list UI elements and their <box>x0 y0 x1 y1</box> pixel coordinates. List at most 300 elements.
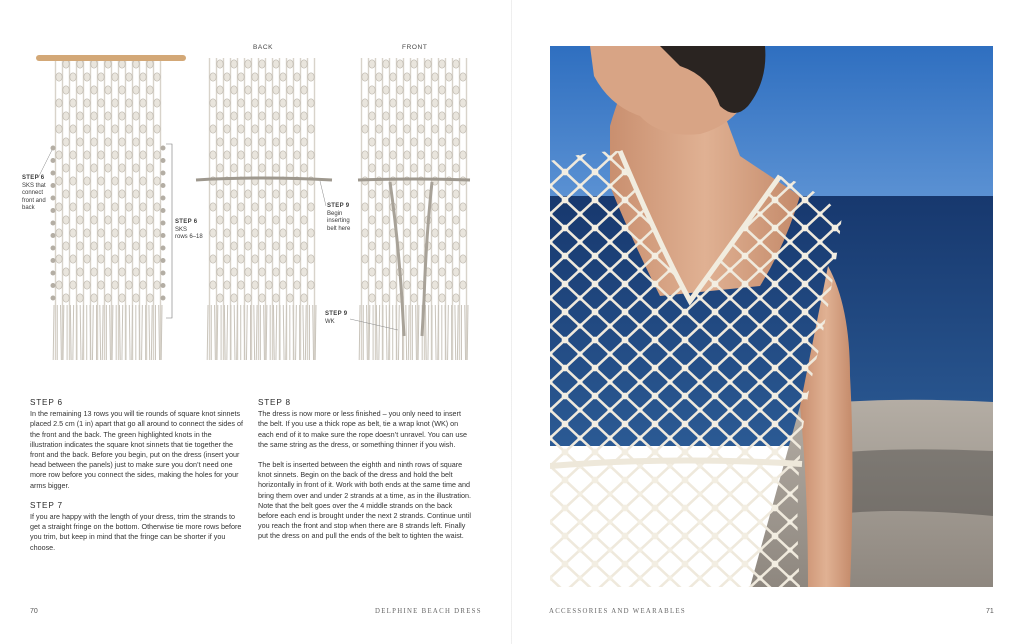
callout-line: connect <box>22 190 44 196</box>
leader-line <box>320 181 326 206</box>
fringe-strand <box>273 305 274 360</box>
square-knot <box>259 242 265 250</box>
fringe-strand <box>224 305 225 360</box>
square-knot <box>224 255 230 263</box>
square-knot <box>390 281 396 289</box>
fringe-strand <box>408 305 409 360</box>
step-7-text: If you are happy with the length of your dress, trim the strands to get a straight fringe on the bottom. Otherwise tie more rows before you trim, but keep in mind that the fringe can be shorter if you choose. <box>30 512 242 552</box>
fringe-strand <box>129 305 130 360</box>
square-knot <box>63 60 69 68</box>
square-knot <box>308 73 314 81</box>
square-knot <box>432 255 438 263</box>
fringe-strand <box>305 305 306 360</box>
side-knot-right <box>161 233 166 238</box>
square-knot <box>252 73 258 81</box>
square-knot <box>112 229 118 237</box>
square-knot <box>126 177 132 185</box>
square-knot <box>126 99 132 107</box>
square-knot <box>273 138 279 146</box>
callout-title: STEP 9 <box>327 203 350 209</box>
square-knot <box>245 86 251 94</box>
square-knot <box>301 138 307 146</box>
fringe-strand <box>435 305 436 360</box>
square-knot <box>376 229 382 237</box>
square-knot <box>210 125 216 133</box>
fringe-strand <box>92 305 93 360</box>
callout-line: rows 6–18 <box>175 234 203 240</box>
square-knot <box>112 151 118 159</box>
square-knot <box>383 60 389 68</box>
square-knot <box>77 242 83 250</box>
callout-sks-rows <box>175 219 215 242</box>
square-knot <box>369 268 375 276</box>
square-knot <box>84 151 90 159</box>
square-knot <box>460 73 466 81</box>
square-knot <box>369 164 375 172</box>
square-knot <box>294 203 300 211</box>
side-knot-left <box>51 233 56 238</box>
square-knot <box>217 60 223 68</box>
square-knot <box>425 294 431 302</box>
square-knot <box>231 138 237 146</box>
square-knot <box>308 203 314 211</box>
square-knot <box>301 60 307 68</box>
square-knot <box>84 229 90 237</box>
square-knot <box>63 268 69 276</box>
square-knot <box>84 203 90 211</box>
square-knot <box>91 138 97 146</box>
fringe-strand <box>149 305 150 360</box>
square-knot <box>390 99 396 107</box>
square-knot <box>245 60 251 68</box>
fringe-strand <box>296 305 297 360</box>
callout-line: WK <box>325 318 335 325</box>
square-knot <box>112 125 118 133</box>
square-knot <box>154 281 160 289</box>
text-column-left <box>30 398 244 563</box>
square-knot <box>119 242 125 250</box>
square-knot <box>105 60 111 68</box>
label-front: FRONT <box>402 44 428 51</box>
square-knot <box>63 294 69 302</box>
square-knot <box>301 216 307 224</box>
square-knot <box>439 138 445 146</box>
square-knot <box>404 99 410 107</box>
square-knot <box>238 99 244 107</box>
fringe-strand <box>418 305 419 360</box>
square-knot <box>460 203 466 211</box>
square-knot <box>294 99 300 107</box>
fringe-strand <box>53 305 54 360</box>
square-knot <box>147 190 153 198</box>
square-knot <box>287 86 293 94</box>
square-knot <box>224 99 230 107</box>
square-knot <box>252 255 258 263</box>
panel-diagrams <box>20 38 500 368</box>
square-knot <box>273 164 279 172</box>
square-knot <box>453 86 459 94</box>
square-knot <box>418 203 424 211</box>
square-knot <box>133 60 139 68</box>
square-knot <box>369 138 375 146</box>
callout-wk <box>325 311 365 326</box>
square-knot <box>362 281 368 289</box>
square-knot <box>126 125 132 133</box>
fringe-strand <box>315 305 316 360</box>
square-knot <box>308 99 314 107</box>
callout-line: belt here <box>327 225 351 232</box>
square-knot <box>308 281 314 289</box>
square-knot <box>140 73 146 81</box>
fringe-strand <box>313 305 314 360</box>
square-knot <box>245 242 251 250</box>
square-knot <box>301 242 307 250</box>
square-knot <box>77 60 83 68</box>
square-knot <box>383 268 389 276</box>
square-knot <box>287 190 293 198</box>
square-knot <box>70 73 76 81</box>
fringe-strand <box>161 305 162 360</box>
square-knot <box>383 294 389 302</box>
fringe-strand <box>70 305 71 360</box>
square-knot <box>70 281 76 289</box>
square-knot <box>411 86 417 94</box>
square-knot <box>439 242 445 250</box>
square-knot <box>397 86 403 94</box>
square-knot <box>70 203 76 211</box>
square-knot <box>224 229 230 237</box>
square-knot <box>231 242 237 250</box>
square-knot <box>369 242 375 250</box>
square-knot <box>259 112 265 120</box>
callout-line: SKS that <box>22 182 46 189</box>
fringe-strand <box>159 305 160 360</box>
square-knot <box>154 255 160 263</box>
page-number-left: 70 <box>30 608 38 615</box>
square-knot <box>266 203 272 211</box>
square-knot <box>411 216 417 224</box>
square-knot <box>105 294 111 302</box>
square-knot <box>252 203 258 211</box>
square-knot <box>217 242 223 250</box>
square-knot <box>91 86 97 94</box>
square-knot <box>91 190 97 198</box>
square-knot <box>404 281 410 289</box>
side-knot-left <box>51 221 56 226</box>
square-knot <box>217 268 223 276</box>
square-knot <box>369 60 375 68</box>
fringe-strand <box>61 305 62 360</box>
square-knot <box>231 60 237 68</box>
square-knot <box>376 73 382 81</box>
wooden-dowel <box>36 55 186 61</box>
side-knot-left <box>51 296 56 301</box>
square-knot <box>266 99 272 107</box>
fringe-strand <box>266 305 267 360</box>
square-knot <box>231 112 237 120</box>
square-knot <box>411 190 417 198</box>
square-knot <box>273 242 279 250</box>
square-knot <box>217 112 223 120</box>
square-knot <box>397 216 403 224</box>
fringe-strand <box>207 305 208 360</box>
square-knot <box>418 229 424 237</box>
square-knot <box>446 203 452 211</box>
square-knot <box>383 112 389 120</box>
square-knot <box>133 268 139 276</box>
square-knot <box>390 151 396 159</box>
square-knot <box>56 255 62 263</box>
side-knot-right <box>161 171 166 176</box>
square-knot <box>154 125 160 133</box>
square-knot <box>397 138 403 146</box>
fringe-strand <box>119 305 120 360</box>
step-6-heading: STEP 6 <box>30 398 63 407</box>
fringe-strand <box>215 305 216 360</box>
square-knot <box>147 60 153 68</box>
square-knot <box>140 151 146 159</box>
square-knot <box>217 294 223 302</box>
side-knot-left <box>51 283 56 288</box>
square-knot <box>446 73 452 81</box>
page-number-right: 71 <box>986 608 994 615</box>
square-knot <box>376 125 382 133</box>
square-knot <box>119 268 125 276</box>
square-knot <box>425 164 431 172</box>
square-knot <box>280 203 286 211</box>
square-knot <box>133 164 139 172</box>
square-knot <box>446 229 452 237</box>
square-knot <box>280 99 286 107</box>
square-knot <box>245 268 251 276</box>
square-knot <box>105 164 111 172</box>
square-knot <box>91 294 97 302</box>
square-knot <box>217 216 223 224</box>
square-knot <box>56 125 62 133</box>
square-knot <box>273 294 279 302</box>
square-knot <box>362 73 368 81</box>
square-knot <box>301 190 307 198</box>
fringe-strand <box>367 305 368 360</box>
square-knot <box>91 242 97 250</box>
running-head-left: DELPHINE BEACH DRESS <box>375 608 482 615</box>
square-knot <box>238 151 244 159</box>
side-knot-left <box>51 158 56 163</box>
fringe-strand <box>448 305 449 360</box>
square-knot <box>245 112 251 120</box>
square-knot <box>70 229 76 237</box>
square-knot <box>84 281 90 289</box>
square-knot <box>119 190 125 198</box>
square-knot <box>446 99 452 107</box>
square-knot <box>390 255 396 263</box>
square-knot <box>56 151 62 159</box>
square-knot <box>411 242 417 250</box>
square-knot <box>362 125 368 133</box>
square-knot <box>154 203 160 211</box>
square-knot <box>273 268 279 276</box>
fringe-strand <box>398 305 399 360</box>
fringe-strand <box>256 305 257 360</box>
side-knot-right <box>161 196 166 201</box>
square-knot <box>119 112 125 120</box>
side-knot-right <box>161 283 166 288</box>
square-knot <box>154 99 160 107</box>
square-knot <box>376 99 382 107</box>
square-knot <box>133 294 139 302</box>
square-knot <box>245 190 251 198</box>
square-knot <box>446 255 452 263</box>
square-knot <box>308 125 314 133</box>
square-knot <box>70 99 76 107</box>
square-knot <box>376 255 382 263</box>
square-knot <box>210 203 216 211</box>
side-knot-left <box>51 271 56 276</box>
square-knot <box>63 216 69 224</box>
square-knot <box>119 216 125 224</box>
fringe-strand <box>254 305 255 360</box>
square-knot <box>105 86 111 94</box>
square-knot <box>238 125 244 133</box>
square-knot <box>112 255 118 263</box>
square-knot <box>425 86 431 94</box>
square-knot <box>397 112 403 120</box>
square-knot <box>301 112 307 120</box>
square-knot <box>383 242 389 250</box>
square-knot <box>238 281 244 289</box>
square-knot <box>294 125 300 133</box>
square-knot <box>259 268 265 276</box>
square-knot <box>126 255 132 263</box>
square-knot <box>273 60 279 68</box>
square-knot <box>266 73 272 81</box>
macrame-illustration <box>20 38 500 368</box>
square-knot <box>383 216 389 224</box>
square-knot <box>369 112 375 120</box>
square-knot <box>418 99 424 107</box>
square-knot <box>126 203 132 211</box>
square-knot <box>294 255 300 263</box>
callout-title: STEP 6 <box>175 219 198 225</box>
square-knot <box>362 151 368 159</box>
square-knot <box>91 60 97 68</box>
square-knot <box>418 255 424 263</box>
square-knot <box>140 229 146 237</box>
square-knot <box>98 255 104 263</box>
square-knot <box>259 86 265 94</box>
square-knot <box>133 242 139 250</box>
square-knot <box>376 151 382 159</box>
square-knot <box>133 190 139 198</box>
square-knot <box>404 125 410 133</box>
label-back: BACK <box>253 44 274 51</box>
square-knot <box>245 294 251 302</box>
square-knot <box>119 138 125 146</box>
fringe-strand <box>100 305 101 360</box>
side-knot-right <box>161 221 166 226</box>
square-knot <box>56 281 62 289</box>
square-knot <box>133 86 139 94</box>
fringe-strand <box>386 305 387 360</box>
square-knot <box>446 281 452 289</box>
square-knot <box>432 203 438 211</box>
square-knot <box>98 281 104 289</box>
square-knot <box>439 190 445 198</box>
square-knot <box>126 229 132 237</box>
step-7-heading: STEP 7 <box>30 500 63 510</box>
square-knot <box>432 125 438 133</box>
square-knot <box>287 138 293 146</box>
square-knot <box>252 125 258 133</box>
square-knot <box>383 190 389 198</box>
square-knot <box>63 112 69 120</box>
square-knot <box>238 229 244 237</box>
fringe-strand <box>80 305 81 360</box>
square-knot <box>126 151 132 159</box>
square-knot <box>91 216 97 224</box>
side-knot-left <box>51 246 56 251</box>
callout-title: STEP 9 <box>325 311 348 317</box>
square-knot <box>147 138 153 146</box>
square-knot <box>245 138 251 146</box>
square-knot <box>224 151 230 159</box>
square-knot <box>147 112 153 120</box>
square-knot <box>77 138 83 146</box>
square-knot <box>301 294 307 302</box>
square-knot <box>91 112 97 120</box>
square-knot <box>70 255 76 263</box>
square-knot <box>369 294 375 302</box>
fringe-strand <box>112 305 113 360</box>
square-knot <box>112 203 118 211</box>
square-knot <box>301 86 307 94</box>
square-knot <box>63 242 69 250</box>
square-knot <box>77 112 83 120</box>
square-knot <box>287 60 293 68</box>
square-knot <box>308 229 314 237</box>
square-knot <box>238 203 244 211</box>
fringe-strand <box>303 305 304 360</box>
fringe-strand <box>122 305 123 360</box>
square-knot <box>98 151 104 159</box>
square-knot <box>439 164 445 172</box>
square-knot <box>460 281 466 289</box>
square-knot <box>63 138 69 146</box>
fringe-strand <box>379 305 380 360</box>
square-knot <box>224 125 230 133</box>
square-knot <box>432 229 438 237</box>
square-knot <box>245 216 251 224</box>
square-knot <box>119 86 125 94</box>
fringe-strand <box>142 305 143 360</box>
square-knot <box>140 203 146 211</box>
fringe-strand <box>467 305 468 360</box>
square-knot <box>369 86 375 94</box>
square-knot <box>98 229 104 237</box>
square-knot <box>77 216 83 224</box>
square-knot <box>147 294 153 302</box>
square-knot <box>259 138 265 146</box>
square-knot <box>231 86 237 94</box>
square-knot <box>287 112 293 120</box>
square-knot <box>439 60 445 68</box>
belt-back <box>196 178 332 180</box>
fringe-strand <box>416 305 417 360</box>
square-knot <box>266 255 272 263</box>
square-knot <box>63 86 69 94</box>
square-knot <box>301 164 307 172</box>
square-knot <box>266 229 272 237</box>
